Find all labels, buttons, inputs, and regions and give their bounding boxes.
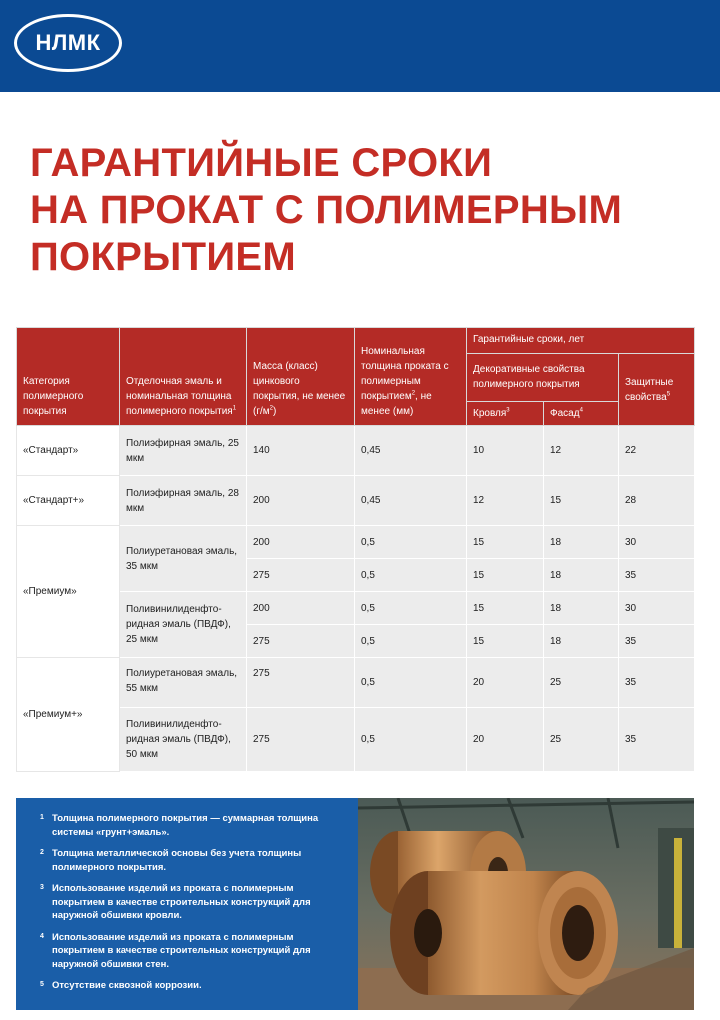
cell-roof: 12 (467, 476, 544, 526)
cell-facade: 18 (544, 592, 619, 625)
header-decorative: Декоративные свойства полимерного покрытия (467, 354, 619, 402)
footnotes-panel (16, 798, 358, 1010)
cell-roof: 15 (467, 559, 544, 592)
table-row (17, 476, 695, 526)
table-row (17, 426, 695, 476)
cell-zinc: 275 (247, 625, 355, 658)
cell-thickness: 0,5 (355, 559, 467, 592)
nlmk-logo (14, 14, 122, 72)
cell-category: «Премиум» (17, 526, 120, 658)
table-row (17, 526, 695, 559)
title-line-1: ГАРАНТИЙНЫЕ СРОКИ (30, 141, 493, 185)
header-bar (0, 0, 720, 92)
cell-facade: 18 (544, 526, 619, 559)
title-line-2: НА ПРОКАТ С ПОЛИМЕРНЫМ (30, 188, 623, 232)
cell-enamel: Полиуретановая эмаль, 35 мкм (120, 526, 247, 592)
cell-roof: 15 (467, 592, 544, 625)
cell-thickness: 0,5 (355, 708, 467, 772)
cell-facade: 18 (544, 625, 619, 658)
logo-text: НЛМК (35, 30, 101, 55)
cell-category: «Премиум+» (17, 658, 120, 772)
cell-enamel: Полиэфирная эмаль, 25 мкм (120, 426, 247, 476)
header-facade: Фасад$^4$ (544, 402, 619, 426)
header-category: Категория полимерного покрытия (17, 328, 120, 426)
cell-protective: 35 (619, 559, 695, 592)
cell-facade: 12 (544, 426, 619, 476)
cell-protective: 35 (619, 708, 695, 772)
cell-facade: 18 (544, 559, 619, 592)
title-line-3: ПОКРЫТИЕМ (30, 235, 297, 279)
cell-thickness: 0,5 (355, 592, 467, 625)
cell-zinc: 200 (247, 476, 355, 526)
cell-protective: 30 (619, 526, 695, 559)
cell-thickness: 0,45 (355, 476, 467, 526)
cell-thickness: 0,45 (355, 426, 467, 476)
header-zinc: Масса (класс) цинкового покрытия, не менее $(г/м^2)$ (247, 328, 355, 426)
cell-protective: 30 (619, 592, 695, 625)
cell-zinc: 200 (247, 526, 355, 559)
cell-facade: 25 (544, 708, 619, 772)
cell-enamel: Полиуретановая эмаль, 55 мкм (120, 658, 247, 708)
footnote: 3 Использование изделий из проката с полимерным покрытием в качестве строительных конструкций для наружной обшивки кровли. (40, 883, 311, 921)
footnote: 1 Толщина полимерного покрытия — суммарная толщина системы «грунт+эмаль». (40, 813, 319, 838)
cell-facade: 25 (544, 658, 619, 708)
cell-protective: 22 (619, 426, 695, 476)
cell-enamel: Полиэфирная эмаль, 28 мкм (120, 476, 247, 526)
cell-roof: 20 (467, 658, 544, 708)
table-row (17, 658, 695, 708)
warranty-table (16, 327, 695, 772)
header-protective: Защитные свойства$^5$ (619, 354, 695, 426)
cell-zinc: 275 (247, 708, 355, 772)
footnote: 4 Использование изделий из проката с полимерным покрытием в качестве строительных конструкций для наружной обшивки стен. (40, 931, 311, 970)
header-enamel: Отделочная эмаль и номинальная толщина полимерного покрытия$^1$ (120, 328, 247, 426)
cell-category: «Стандарт» (17, 426, 120, 476)
cell-roof: 20 (467, 708, 544, 772)
cell-protective: 28 (619, 476, 695, 526)
header-thickness: Номинальная толщина проката с полимерным покрытием$^2$, не менее (мм) (355, 328, 467, 426)
cell-roof: 15 (467, 625, 544, 658)
cell-roof: 15 (467, 526, 544, 559)
cell-zinc: 275 (247, 559, 355, 592)
cell-zinc: 200 (247, 592, 355, 625)
cell-zinc: 140 (247, 426, 355, 476)
steel-coils-photo (358, 798, 694, 1010)
page-title (30, 140, 700, 281)
cell-protective: 35 (619, 625, 695, 658)
cell-zinc: 275 (247, 658, 355, 708)
cell-enamel: Поливинилиденфто-ридная эмаль (ПВДФ), 25 мкм (120, 592, 247, 658)
header-warranty: Гарантийные сроки, лет (467, 328, 695, 354)
cell-protective: 35 (619, 658, 695, 708)
cell-thickness: 0,5 (355, 658, 467, 708)
cell-roof: 10 (467, 426, 544, 476)
cell-thickness: 0,5 (355, 625, 467, 658)
cell-facade: 15 (544, 476, 619, 526)
cell-thickness: 0,5 (355, 526, 467, 559)
footnote: 2 Толщина металлической основы без учета толщины полимерного покрытия. (40, 848, 302, 873)
cell-category: «Стандарт+» (17, 476, 120, 526)
header-roof: Кровля$^3$ (467, 402, 544, 426)
footnote: 5 Отсутствие сквозной коррозии. (40, 980, 202, 991)
cell-enamel: Поливинилиденфто-ридная эмаль (ПВДФ), 50 мкм (120, 708, 247, 772)
